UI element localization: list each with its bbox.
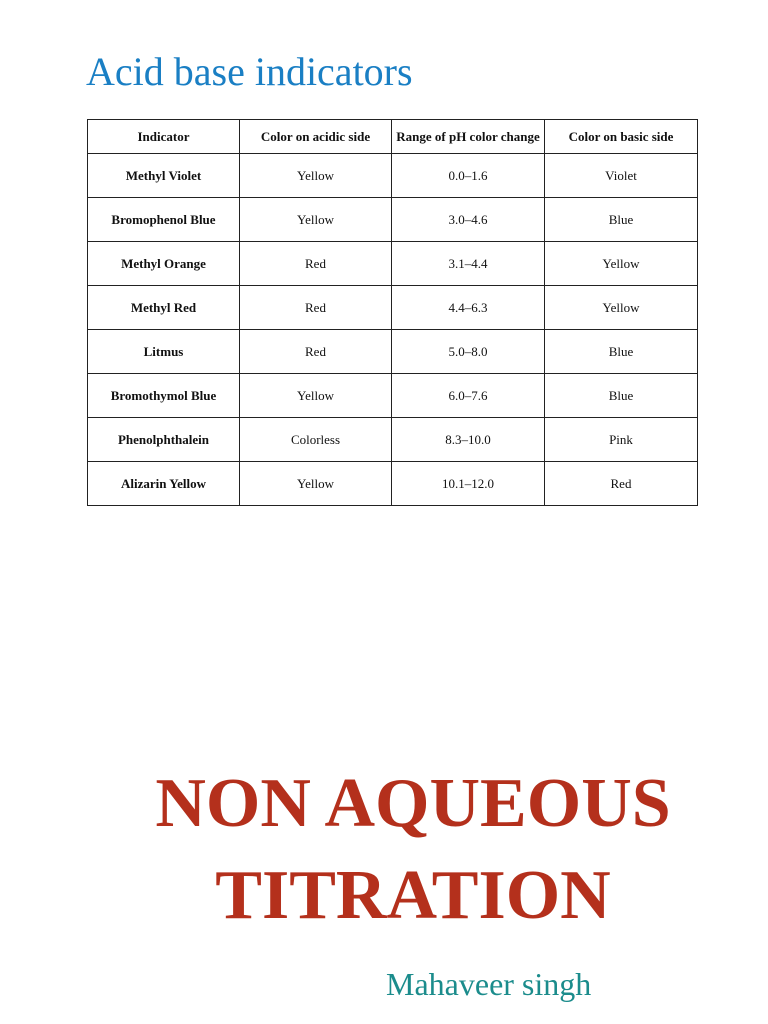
cell-basic-color: Yellow [545, 242, 698, 286]
table-header-row [88, 120, 698, 154]
cell-indicator: Phenolphthalein [88, 418, 240, 462]
cell-basic-color: Red [545, 462, 698, 506]
cell-ph-range: 5.0–8.0 [392, 330, 545, 374]
table-row [88, 374, 698, 418]
cell-ph-range: 8.3–10.0 [392, 418, 545, 462]
cell-basic-color: Pink [545, 418, 698, 462]
cell-indicator: Methyl Red [88, 286, 240, 330]
cell-acidic-color: Yellow [240, 154, 392, 198]
cell-indicator: Litmus [88, 330, 240, 374]
cell-basic-color: Blue [545, 330, 698, 374]
cell-indicator: Bromothymol Blue [88, 374, 240, 418]
main-title-line-2: TITRATION [215, 857, 611, 934]
table-row [88, 154, 698, 198]
cell-acidic-color: Yellow [240, 462, 392, 506]
author-name: Mahaveer singh [386, 966, 592, 1002]
slide-title: Acid base indicators [86, 49, 413, 94]
cell-basic-color: Blue [545, 198, 698, 242]
cell-ph-range: 6.0–7.6 [392, 374, 545, 418]
header-indicator: Indicator [88, 120, 240, 154]
table-row [88, 198, 698, 242]
main-title-line-1: NON AQUEOUS [155, 765, 671, 842]
cell-indicator: Alizarin Yellow [88, 462, 240, 506]
cell-acidic-color: Yellow [240, 374, 392, 418]
header-ph-range: Range of pH color change [392, 120, 545, 154]
cell-ph-range: 3.1–4.4 [392, 242, 545, 286]
cell-basic-color: Yellow [545, 286, 698, 330]
cell-basic-color: Violet [545, 154, 698, 198]
table-row [88, 330, 698, 374]
cell-ph-range: 4.4–6.3 [392, 286, 545, 330]
table-row [88, 286, 698, 330]
cell-acidic-color: Colorless [240, 418, 392, 462]
header-basic-color: Color on basic side [545, 120, 698, 154]
table-row [88, 418, 698, 462]
cell-indicator: Methyl Violet [88, 154, 240, 198]
cell-ph-range: 0.0–1.6 [392, 154, 545, 198]
cell-acidic-color: Red [240, 330, 392, 374]
cell-acidic-color: Red [240, 242, 392, 286]
main-title [0, 758, 768, 942]
cell-indicator: Methyl Orange [88, 242, 240, 286]
table-row [88, 462, 698, 506]
cell-acidic-color: Red [240, 286, 392, 330]
cell-acidic-color: Yellow [240, 198, 392, 242]
cell-basic-color: Blue [545, 374, 698, 418]
table-row [88, 242, 698, 286]
cell-indicator: Bromophenol Blue [88, 198, 240, 242]
indicator-table [87, 119, 698, 506]
cell-ph-range: 3.0–4.6 [392, 198, 545, 242]
header-acidic-color: Color on acidic side [240, 120, 392, 154]
cell-ph-range: 10.1–12.0 [392, 462, 545, 506]
